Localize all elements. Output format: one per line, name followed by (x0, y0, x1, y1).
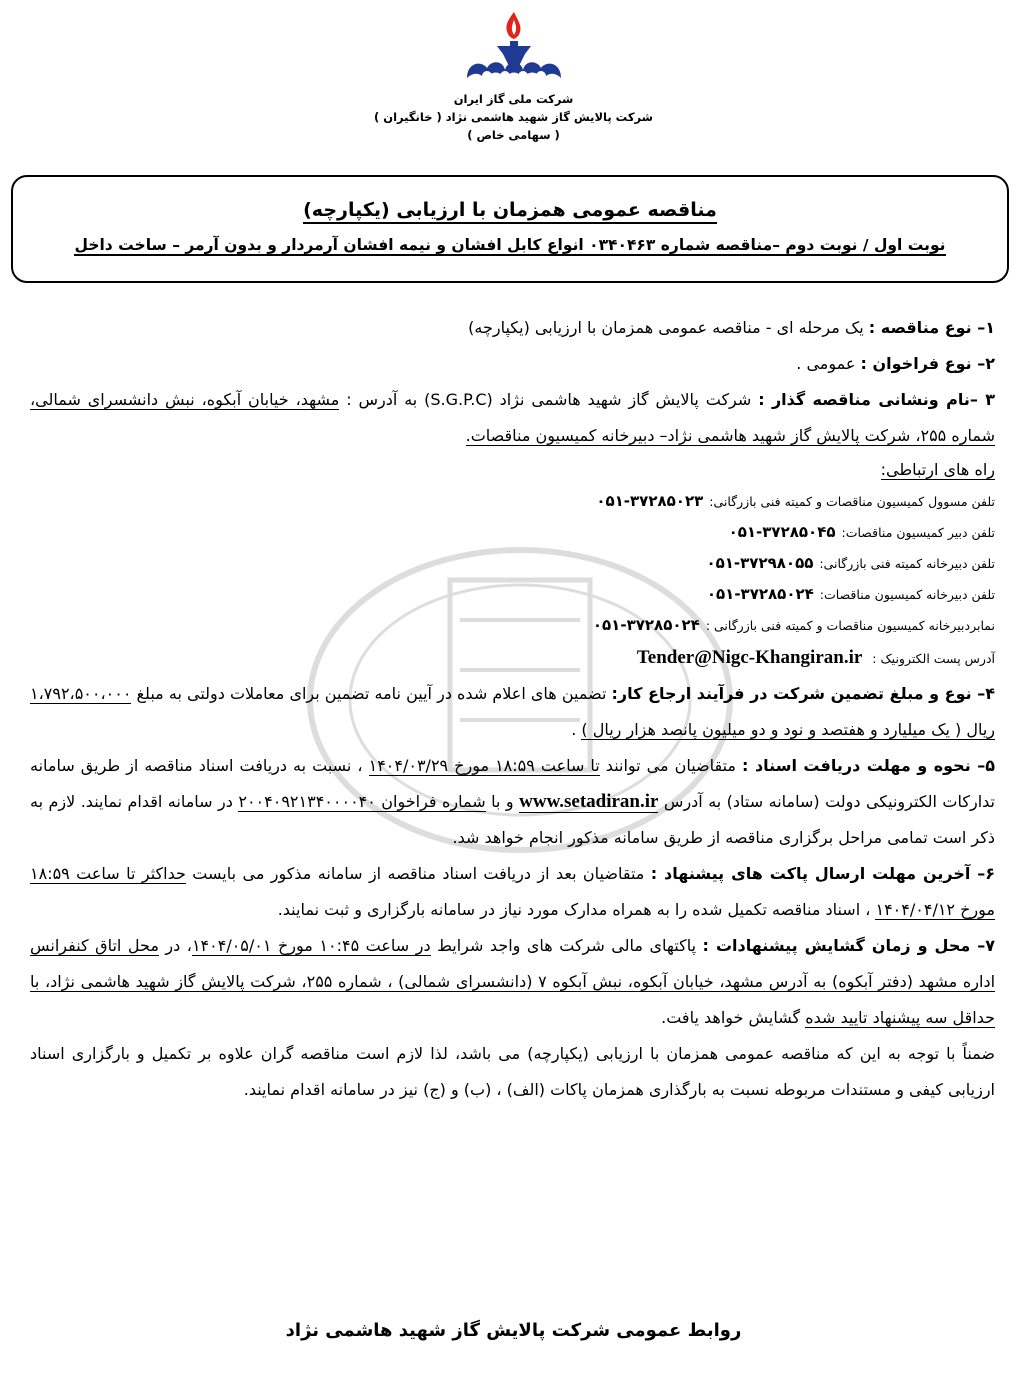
setadiran-link[interactable]: www.setadiran.ir (519, 791, 659, 812)
contact-label: تلفن مسوول کمیسیون مناقصات و کمیته فنی بازرگانی: (709, 494, 995, 509)
tender-body (30, 310, 995, 1108)
section-4-text: تضمین های اعلام شده در آیین نامه تضمین برای معاملات دولتی به مبلغ (131, 684, 607, 703)
contact-label: تلفن دبیرخانه کمیسیون مناقصات: (819, 587, 995, 602)
refinery-name: شرکت پالایش گاز شهید هاشمی نژاد ( خانگیران ) (374, 110, 653, 124)
public-relations-signature: روابط عمومی شرکت پالایش گاز شهید هاشمی نژاد (285, 1320, 742, 1341)
tender-subtitle: نوبت اول / نوبت دوم –مناقصه شماره ۰۳۴۰۴۶۳ انواع کابل افشان و نیمه افشان آرمردار و بدون آرمر – ساخت داخل (74, 236, 946, 254)
note-paragraph: ضمناً با توجه به این که مناقصه عمومی همزمان با ارزیابی (یکپارچه) می باشد، لذا لازم است مناقصه گران علاوه بر تکمیل و بارگزاری اسناد ارزیابی کیفی و مستندات مربوطه نسبت به بارگذاری همزمان پاکات (الف) ، (ب) و (ج) نیز در سامانه اقدام نمایند. (30, 1044, 995, 1099)
section-3-text: شرکت پالایش گاز شهید هاشمی نژاد (S.G.P.C) به آدرس : (339, 390, 752, 409)
section-7-label: ۷– محل و زمان گشایش پیشنهادات : (702, 936, 996, 955)
contact-label: تلفن دبیر کمیسیون مناقصات: (841, 525, 995, 540)
company-type: ( سهامی خاص ) (467, 128, 560, 142)
section-5-label: ۵– نحوه و مهلت دریافت اسناد : (742, 756, 995, 775)
section-4: ۴– نوع و مبلغ تضمین شرکت در فرآیند ارجاع کار: تضمین های اعلام شده در آیین نامه تضمین برای معاملات دولتی به مبلغ ۱،۷۹۲،۵۰۰،۰۰۰ ریال ( یک میلیارد و هفتصد و نود و دو میلیون پانصد هزار ریال ) . (30, 684, 995, 739)
section-3 (30, 382, 995, 454)
section-6: ۶– آخرین مهلت ارسال پاکت های پیشنهاد : متقاضیان بعد از دریافت اسناد مناقصه از سامانه مذکور می بایست حداکثر تا ساعت ۱۸:۵۹ مورخ ۱۴۰۴/۰۴/۱۲ ، اسناد مناقصه تکمیل شده را به همراه مدارک مورد نیاز در سامانه بارگزاری و ثبت نمایند. (30, 864, 995, 919)
letterhead (0, 8, 1027, 144)
email-row (30, 641, 995, 676)
contact-number: ۳۷۲۸۵۰۲۴-۰۵۱ (706, 585, 814, 603)
guarantee-amount: ۱،۷۹۲،۵۰۰،۰۰۰ ریال ( یک میلیارد و هفتصد و نود و دو میلیون پانصد هزار ریال ) (30, 684, 995, 739)
section-1 (30, 310, 995, 346)
section-6-label: ۶– آخرین مهلت ارسال پاکت های پیشنهاد : (650, 864, 995, 883)
call-number: شماره فراخوان ۲۰۰۴۰۹۲۱۳۴۰۰۰۰۴۰ (238, 792, 486, 811)
section-2-label: ۲– نوع فراخوان : (860, 354, 995, 373)
submission-deadline: حداکثر تا ساعت ۱۸:۵۹ مورخ ۱۴۰۴/۰۴/۱۲ (30, 864, 995, 919)
contact-row (30, 610, 995, 641)
contact-number: ۳۷۲۸۵۰۴۵-۰۵۱ (728, 523, 836, 541)
tender-title-box (11, 175, 1009, 283)
section-1-label: ۱– نوع مناقصه : (868, 318, 995, 337)
contact-label: تلفن دبیرخانه کمیته فنی بازرگانی: (819, 556, 995, 571)
email-link[interactable]: Tender@Nigc-Khangiran.ir (636, 647, 863, 668)
opening-place: محل اتاق کنفرانس اداره مشهد (دفتر آبکوه) به آدرس مشهد، خیابان آبکوه، نبش آبکوه ۷ (دانشسرای شمالی) ، شماره ۲۵۵، شرکت پالایش گاز شهید هاشمی نژاد، با حداقل سه پیشنهاد تایید شده (30, 936, 996, 1027)
contact-row (30, 548, 995, 579)
contact-row (30, 486, 995, 517)
section-7: ۷– محل و زمان گشایش پیشنهادات : پاکتهای مالی شرکت های واجد شرایط در ساعت ۱۰:۴۵ مورخ ۱۴۰۴/۰۵/۰۱، در محل اتاق کنفرانس اداره مشهد (دفتر آبکوه) به آدرس مشهد، خیابان آبکوه، نبش آبکوه ۷ (دانشسرای شمالی) ، شماره ۲۵۵، شرکت پالایش گاز شهید هاشمی نژاد، با حداقل سه پیشنهاد تایید شده گشایش خواهد یافت. (30, 936, 996, 1027)
section-2-text: عمومی . (796, 354, 856, 373)
contact-row (30, 579, 995, 610)
section-3-label: ۳ –نام ونشانی مناقصه گذار : (758, 390, 995, 409)
section-5: ۵– نحوه و مهلت دریافت اسناد : متقاضیان می توانند تا ساعت ۱۸:۵۹ مورخ ۱۴۰۴/۰۳/۲۹ ، نسبت به دریافت اسناد مناقصه از طریق سامانه تدارکات الکترونیکی دولت (سامانه ستاد) به آدرس www.setadiran.ir و با شماره فراخوان ۲۰۰۴۰۹۲۱۳۴۰۰۰۰۴۰ در سامانه اقدام نمایند. لازم به ذکر است تمامی مراحل برگزاری مناقصه از طریق سامانه مذکور انجام خواهد شد. (30, 756, 996, 847)
opening-time: در ساعت ۱۰:۴۵ مورخ ۱۴۰۴/۰۵/۰۱ (191, 936, 431, 955)
nigc-logo-icon (459, 8, 569, 90)
document-deadline: تا ساعت ۱۸:۵۹ مورخ ۱۴۰۴/۰۳/۲۹ (368, 756, 600, 775)
contact-label: نمابردبیرخانه کمیسیون مناقصات و کمیته فنی بازرگانی : (705, 618, 995, 633)
section-3-address: مشهد، خیابان آبکوه، نبش دانشسرای شمالی، شماره ۲۵۵، شرکت پالایش گاز شهید هاشمی نژاد– دبیرخانه کمیسیون مناقصات. (30, 390, 995, 445)
contact-number: ۳۷۲۸۵۰۲۴-۰۵۱ (592, 616, 700, 634)
contact-number: ۳۷۲۸۵۰۲۳-۰۵۱ (596, 492, 704, 510)
contact-row (30, 517, 995, 548)
contact-number: ۳۷۲۹۸۰۵۵-۰۵۱ (706, 554, 814, 572)
section-1-text: یک مرحله ای - مناقصه عمومی همزمان با ارزیابی (یکپارچه) (468, 318, 864, 337)
tender-title: مناقصه عمومی همزمان با ارزیابی (یکپارچه) (303, 199, 717, 224)
contacts-heading: راه های ارتباطی: (880, 460, 995, 479)
section-4-label: ۴– نوع و مبلغ تضمین شرکت در فرآیند ارجاع کار: (611, 684, 995, 703)
section-2 (30, 346, 995, 382)
email-label: آدرس پست الکترونیک : (872, 651, 995, 666)
company-name: شرکت ملی گاز ایران (453, 92, 574, 106)
